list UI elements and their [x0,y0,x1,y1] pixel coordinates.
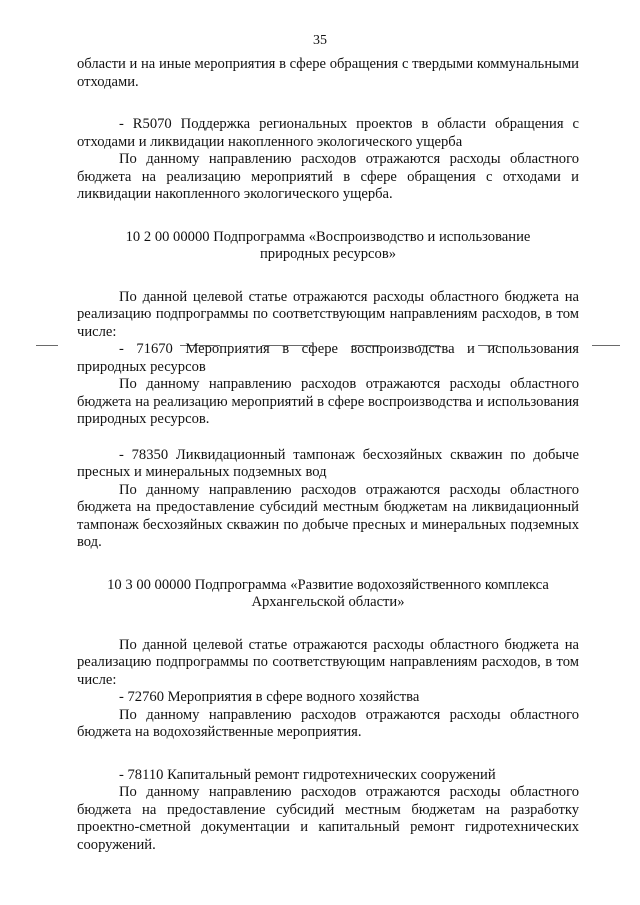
list-item-r5070: - R5070 Поддержка региональных проектов в области обращения с отходами и ликвидации накопленного экологического ущерба [77,116,579,150]
list-item-78110: - 78110 Капитальный ремонт гидротехнических сооружений [119,766,496,783]
list-item-78350: - 78350 Ликвидационный тампонаж бесхозяйных скважин по добыче пресных и минеральных подземных вод [77,446,579,480]
page-number: 35 [313,33,327,48]
list-item-72760: - 72760 Мероприятия в сфере водного хозяйства [119,689,420,705]
paragraph: По данному направлению расходов отражаются расходы областного бюджета на предоставление субсидий местным бюджетам на разработку проектно-сметной документации и капитальный ремонт гидротехнических сооружений. [77,784,579,853]
paragraph: По данному направлению расходов отражаются расходы областного бюджета на реализацию мероприятий в сфере обращения с отходами и ликвидации накопленного экологического ущерба. [77,151,579,202]
scan-line-artifact [592,345,620,346]
list-item-71670: - 71670 Мероприятия в сфере воспроизводства и использования природных ресурсов [77,341,579,375]
paragraph: По данному направлению расходов отражаются расходы областного бюджета на водохозяйственные мероприятия. [77,706,579,740]
document-body [77,56,579,854]
paragraph: По данной целевой статье отражаются расходы областного бюджета на реализацию подпрограммы по соответствующим направлениям расходов, в том числе: [77,288,579,340]
paragraph: По данному направлению расходов отражаются расходы областного бюджета на реализацию мероприятий в сфере воспроизводства и использования природных ресурсов. [77,376,579,427]
scan-line-artifact [36,345,58,346]
section-heading-10-2: 10 2 00 00000 Подпрограмма «Воспроизводство и использование природных ресурсов» [125,228,531,262]
section-heading-10-3: 10 3 00 00000 Подпрограмма «Развитие водохозяйственного комплекса Архангельской области» [107,576,549,610]
paragraph: По данной целевой статье отражаются расходы областного бюджета на реализацию подпрограммы по соответствующим направлениям расходов, в том числе: [77,636,579,688]
paragraph: По данному направлению расходов отражаются расходы областного бюджета на предоставление субсидий местным бюджетам на ликвидационный тампонаж бесхозяйных скважин по добыче пресных и минеральных подземных вод. [77,481,579,550]
paragraph: области и на иные мероприятия в сфере обращения с твердыми коммунальными отходами. [77,56,579,90]
